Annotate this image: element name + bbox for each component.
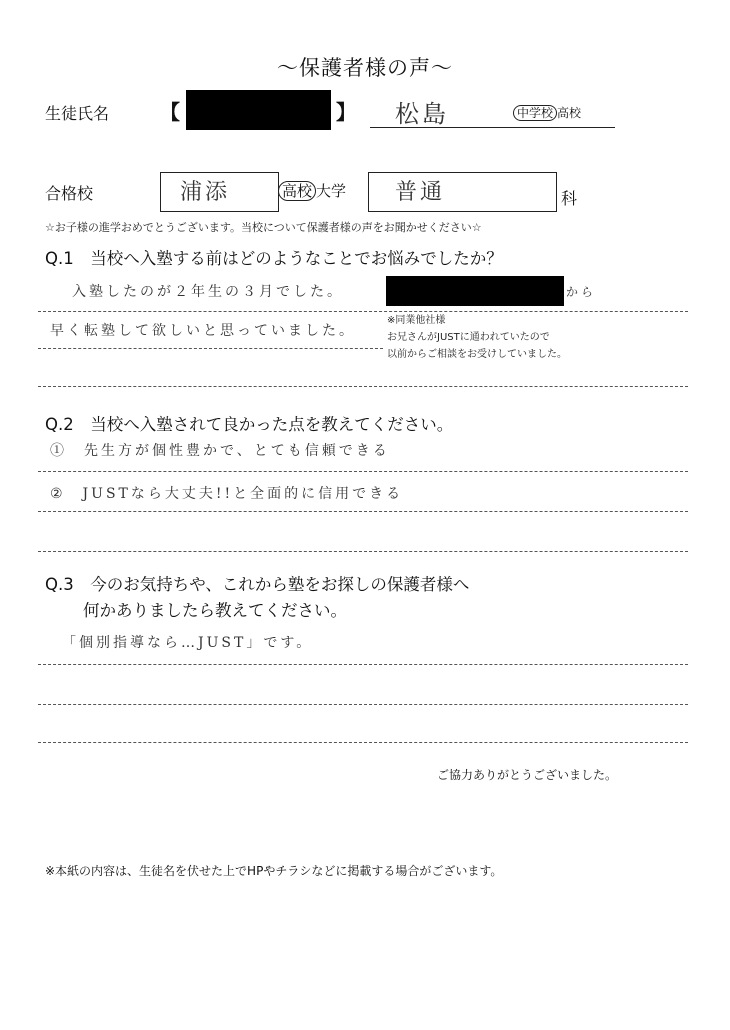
q2-line-2 [38,511,688,512]
school-type-other: 高校 [557,106,582,120]
q2-question: Q.2 当校へ入塾されて良かった点を教えてください。 [45,415,454,434]
open-bracket: 【 [160,100,180,124]
course-handwritten: 普通 [395,180,446,205]
passed-type-circled: 高校 [278,181,316,201]
q2-answer-1: ① 先生方が個性豊かで、とても信頼できる [50,443,390,459]
side-note-line: ※同業他社様 [387,315,446,326]
student-school-underline [370,127,615,128]
q1-side-note [387,312,567,363]
q2-line-1 [38,471,688,472]
q3-question-line2: 何かありましたら教えてください。 [83,601,347,620]
q3-line-3 [38,742,688,743]
side-note-line: お兄さんがJUSTに通われていたので [387,332,550,343]
close-bracket: 】 [336,100,356,124]
q1-line-2 [38,348,383,349]
q3-line-1 [38,664,688,665]
course-suffix: 科 [561,189,578,208]
notice-text: ☆お子様の進学おめでとうございます。当校について保護者様の声をお聞かせください☆ [45,221,482,234]
redacted-student-name [186,90,331,130]
q1-answer-line2: 早く転塾して欲しいと思っていました。 [50,323,356,339]
q2-answer-2: ② JUSTなら大丈夫!!と全面的に信用できる [50,486,404,502]
q1-answer-line1: 入塾したのが２年生の３月でした。 [72,284,344,300]
q1-line-1 [38,311,688,312]
q1-answer-line1-end: から [566,285,597,299]
passed-type-other: 大学 [316,182,347,200]
school-type [513,104,581,121]
side-note-line: 以前からご相談をお受けしていました。 [387,349,567,360]
page-title: 〜保護者様の声〜 [277,56,453,80]
q1-line-3 [38,386,688,387]
q2-line-3 [38,551,688,552]
student-name-label: 生徒氏名 [45,104,110,123]
footer-note: ※本紙の内容は、生徒名を伏せた上でHPやチラシなどに掲載する場合がございます。 [45,864,503,878]
q3-line-2 [38,704,688,705]
redacted-q1-answer [386,276,564,306]
passed-school-type [278,180,346,201]
thanks-text: ご協力ありがとうございました。 [437,768,618,782]
q3-answer: 「個別指導なら…JUST」です。 [62,635,314,651]
student-school-handwritten: 松島 [395,100,449,128]
q1-question: Q.1 当校へ入塾する前はどのようなことでお悩みでしたか？ [45,249,503,268]
passed-school-handwritten: 浦添 [180,180,231,205]
passed-school-label: 合格校 [45,184,94,203]
q3-question-line1: Q.3 今のお気持ちや、これから塾をお探しの保護者様へ [45,575,470,594]
school-type-circled: 中学校 [513,105,557,121]
